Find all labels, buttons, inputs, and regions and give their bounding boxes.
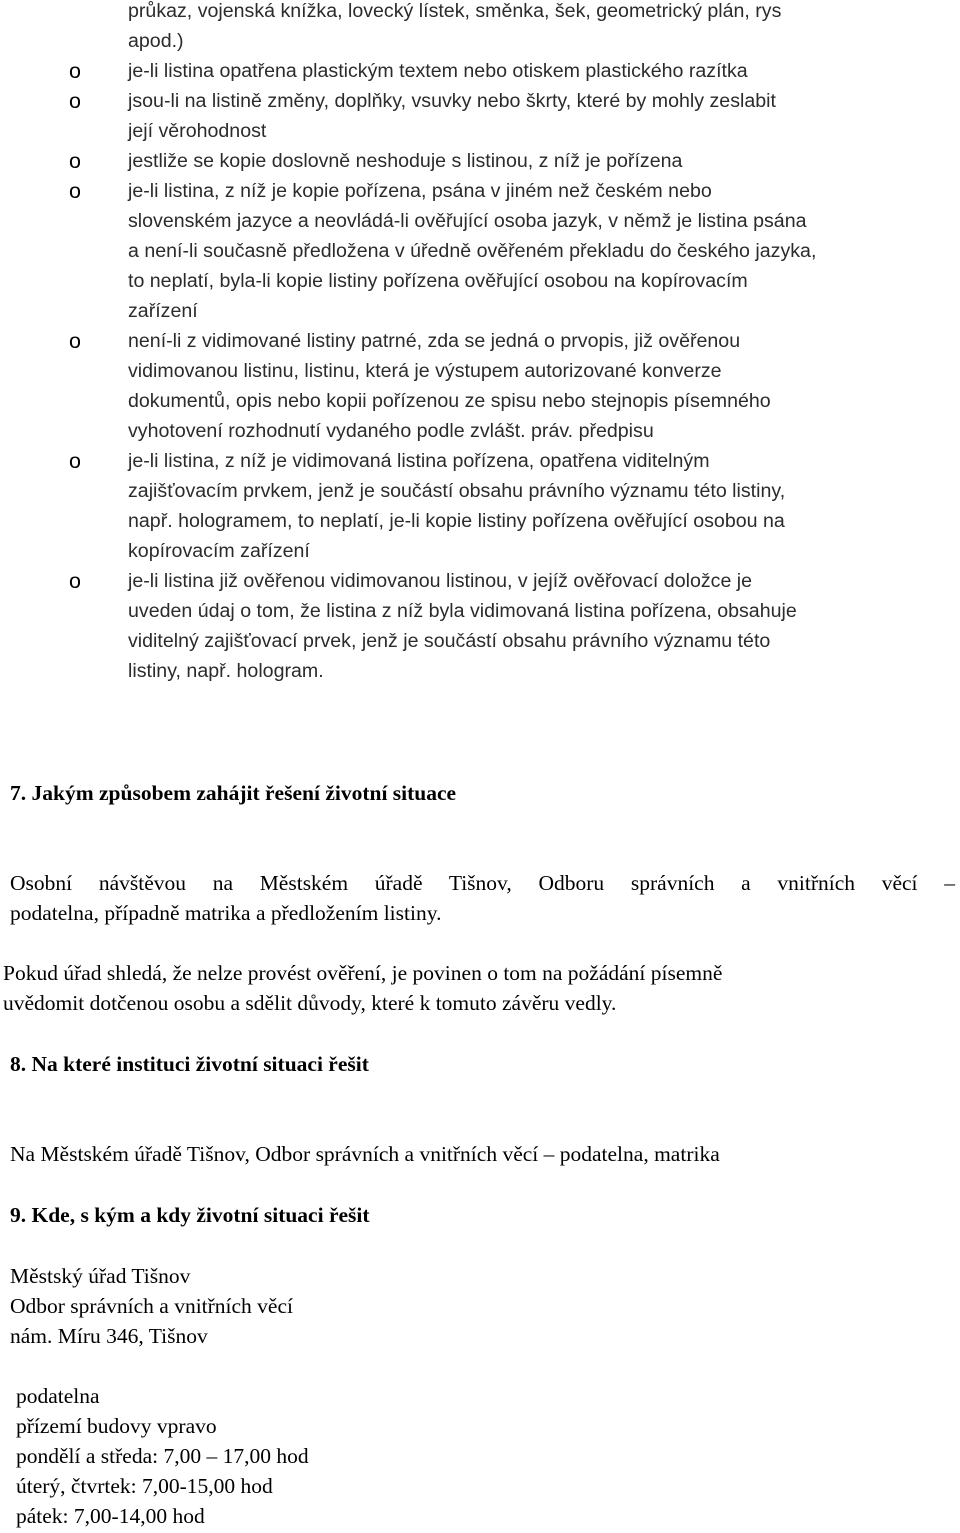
list-line: průkaz, vojenská knížka, lovecký lístek, směnka, šek, geometrický plán, rys: [128, 0, 782, 22]
paragraph-line: Na Městském úřadě Tišnov, Odbor správních a vnitřních věcí – podatelna, matrika: [10, 1142, 720, 1166]
address-line: Odbor správních a vnitřních věcí: [10, 1294, 293, 1318]
section-heading: 7. Jakým způsobem zahájit řešení životní situace: [10, 781, 457, 805]
list-line: listiny, např. hologram.: [128, 660, 324, 682]
section-heading: 9. Kde, s kým a kdy životní situaci řešit: [10, 1203, 370, 1227]
list-line: jsou-li na listině změny, doplňky, vsuvky nebo škrty, které by mohly zeslabit: [128, 90, 776, 112]
paragraph-line: podatelna, případně matrika a předložením listiny.: [10, 901, 442, 925]
address-line: nám. Míru 346, Tišnov: [10, 1324, 208, 1348]
section-heading: 8. Na které instituci životní situaci řešit: [10, 1052, 369, 1076]
list-line: jestliže se kopie doslovně neshoduje s listinou, z níž je pořízena: [128, 150, 683, 172]
list-bullet: o: [69, 89, 81, 113]
list-line: její věrohodnost: [128, 120, 267, 142]
list-line: vidimovanou listinu, listinu, která je výstupem autorizované konverze: [128, 360, 722, 382]
list-line: není-li z vidimované listiny patrné, zda se jedná o prvopis, již ověřenou: [128, 330, 741, 352]
hours-line: pondělí a středa: 7,00 – 17,00 hod: [16, 1444, 309, 1468]
list-line: slovenském jazyce a neovládá-li ověřující osoba jazyk, v němž je listina psána: [128, 210, 807, 232]
list-line: a není-li současně předložena v úředně ověřeném překladu do českého jazyka,: [128, 240, 817, 262]
hours-line: úterý, čtvrtek: 7,00-15,00 hod: [16, 1474, 273, 1498]
list-line: vyhotovení rozhodnutí vydaného podle zvlášt. práv. předpisu: [128, 420, 654, 442]
list-bullet: o: [69, 569, 81, 593]
list-line: to neplatí, byla-li kopie listiny pořízena ověřující osobou na kopírovacím: [128, 270, 748, 292]
list-line: zajišťovacím prvkem, jenž je součástí obsahu právního významu této listiny,: [128, 480, 786, 502]
list-bullet: o: [69, 449, 81, 473]
list-line: dokumentů, opis nebo kopii pořízenou ze spisu nebo stejnopis písemného: [128, 390, 771, 412]
paragraph-line: Osobní návštěvou na Městském úřadě Tišnov, Odboru správních a vnitřních věcí –: [10, 871, 955, 895]
list-bullet: o: [69, 179, 81, 203]
list-line: viditelný zajišťovací prvek, jenž je součástí obsahu právního významu této: [128, 630, 771, 652]
list-line: např. hologramem, to neplatí, je-li kopie listiny pořízena ověřující osobou na: [128, 510, 785, 532]
list-line: uveden údaj o tom, že listina z níž byla vidimovaná listina pořízena, obsahuje: [128, 600, 797, 622]
hours-line: přízemí budovy vpravo: [16, 1414, 217, 1438]
list-line: je-li listina, z níž je vidimovaná listina pořízena, opatřena viditelným: [128, 450, 710, 472]
address-line: Městský úřad Tišnov: [10, 1264, 191, 1288]
list-bullet: o: [69, 329, 81, 353]
list-bullet: o: [69, 59, 81, 83]
list-line: je-li listina, z níž je kopie pořízena, psána v jiném než českém nebo: [128, 180, 712, 202]
paragraph-line: uvědomit dotčenou osobu a sdělit důvody, které k tomuto závěru vedly.: [3, 991, 617, 1015]
list-bullet: o: [69, 149, 81, 173]
list-line: je-li listina již ověřenou vidimovanou listinou, v jejíž ověřovací doložce je: [128, 570, 753, 592]
hours-line: podatelna: [16, 1384, 100, 1408]
list-line: zařízení: [128, 300, 198, 322]
list-line: apod.): [128, 30, 184, 52]
list-line: kopírovacím zařízení: [128, 540, 310, 562]
list-line: je-li listina opatřena plastickým textem nebo otiskem plastického razítka: [128, 60, 748, 82]
paragraph-line: Pokud úřad shledá, že nelze provést ověření, je povinen o tom na požádání písemně: [3, 961, 723, 985]
hours-line: pátek: 7,00-14,00 hod: [16, 1504, 205, 1528]
